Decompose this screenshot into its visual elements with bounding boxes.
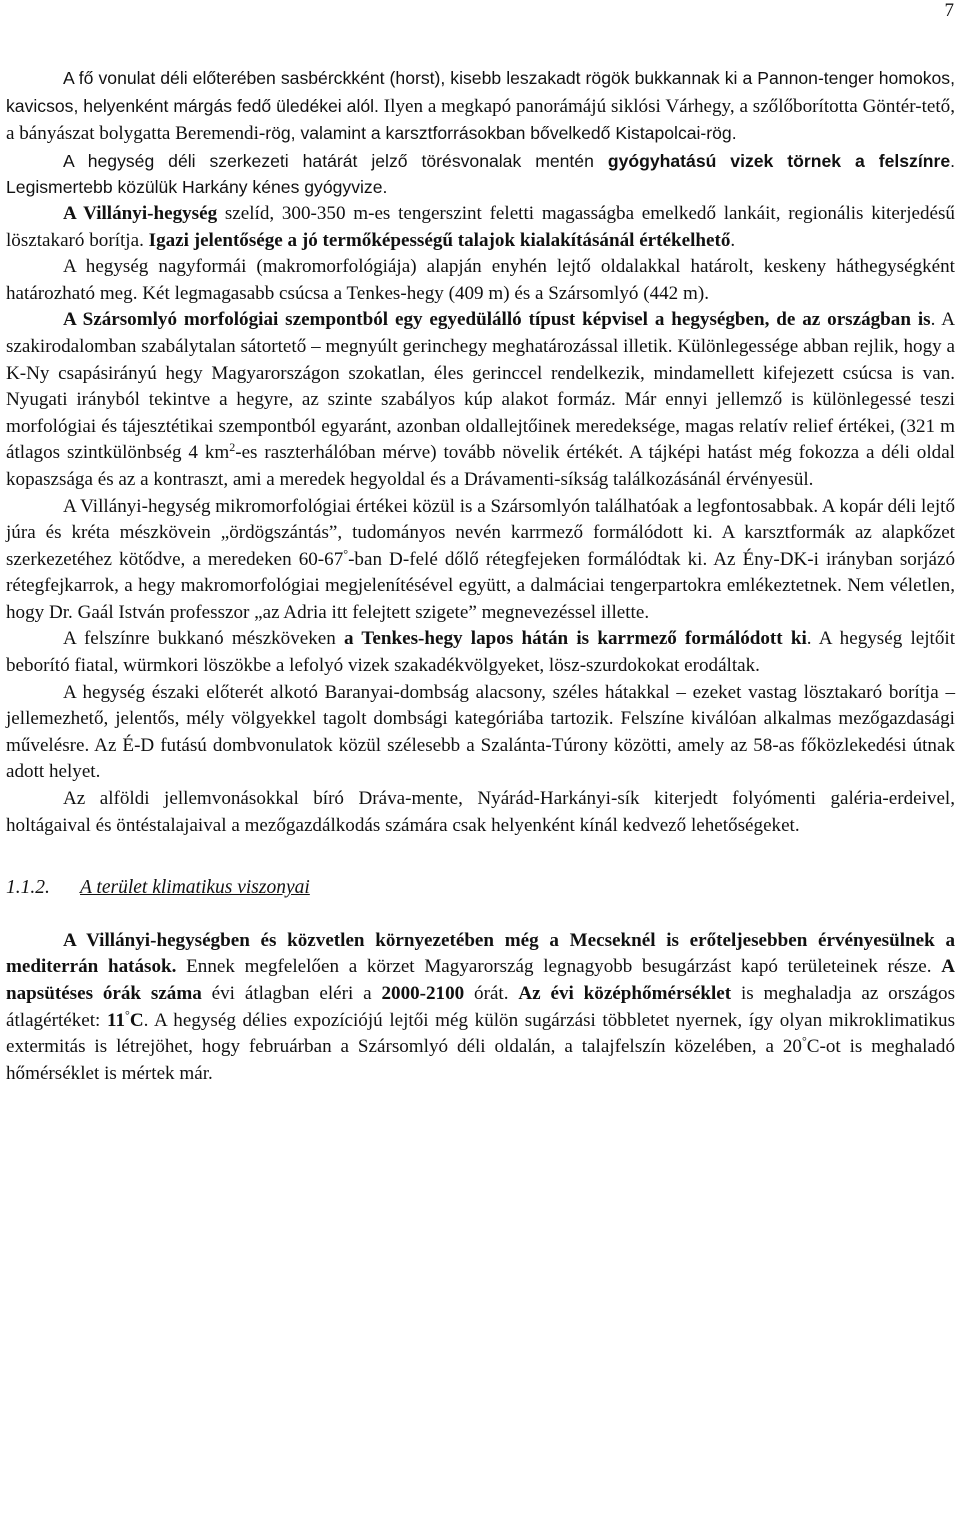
bold-text: Igazi jelentősége a jó termőképességű talajok kialakításánál értékelhető [148,229,731,251]
superscript: ° [343,546,349,561]
paragraph-text: . Legismertebb közülük Harkány kénes gyógyvize. [6,150,955,198]
page-number: 7 [944,0,954,21]
paragraph-horst [6,65,955,148]
paragraph-loess [6,201,955,254]
bold-text: Az évi középhőmérséklet [518,983,732,1004]
paragraph-baranya-hills: A hegység északi előterét alkotó Baranyai-dombság alacsony, széles hátakkal – ezeket vastag lösztakaró borítja – jellemezhető, jelentős, mély völgyekkel tagolt dombsági kategóriába tartozik. Felszíne kiválóan alkalmas mezőgazdasági művelésre. Az É-D futású dombvonulatok közül szélesebb a Szalánta-Túrony közötti, amely az 58-as főközlekedési útnak adott helyet. [6,681,955,783]
paragraph-text: is meghaladja az országos átlagértéket: [6,983,955,1031]
bold-text: C [129,1009,144,1031]
paragraph-szarsomlyo [6,307,955,493]
paragraph-climate [6,928,955,1088]
paragraph-thermal-waters [6,148,955,201]
section-title: A terület klimatikus viszonyai [80,877,310,899]
bold-text: gyógyhatású vizek törnek a felszínre [607,150,951,171]
bold-text: A Villányi-hegységben és közvetlen környezetében még a Mecseknél is erőteljesebben érvényesülnek a mediterrán hatások. [6,929,955,978]
paragraph-text: A hegység déli szerkezeti határát jelző törésvonalak mentén [63,150,608,171]
paragraph-text: órát. [464,983,519,1004]
bold-text: A Szársomlyó morfológiai szempontból egy egyedülálló típust képvisel a hegységben, de az országban is [63,309,931,331]
paragraph-text: A fő vonulat déli előterében sasbérckként (horst), kisebb leszakadt rögök bukkannak ki a Pannon-tenger homokos, kavicsos, helyenként márgás fedő üledékei alól. [6,68,955,116]
bold-text: a Tenkes-hegy lapos hátán is karrmező formálódott ki [344,628,807,650]
paragraph-text: . A hegység délies expozíciójú lejtői még külön sugárzási többletet nyernek, így olyan mikroklimatikus extermitás is létrejöhet, hogy februárban a Szársomlyó déli oldalán, a talajfelszín közelében, a 20 [6,1009,955,1058]
paragraph-text: A felszínre bukkanó mészköveken [63,628,345,650]
paragraph-micromorphology [6,494,955,627]
paragraph-text: . A hegység lejtőit beborító fiatal, würmkori löszökbe a lefolyó vizek szakadékvölgyeket, lösz-szurdokokat erodáltak. [6,628,956,677]
section-number: 1.1.2. [6,877,50,899]
bold-text: 2000-2100 [381,983,465,1004]
document-body [6,65,955,1087]
superscript: ° [125,1007,130,1022]
paragraph-text: -ban D-felé dőlő rétegfejeken formálódtak ki. Az Ény-DK-i irányban sorjázó rétegfejkarrok, a hegy makromorfológiai megjelenítésével együtt, a dalmáciai tengerpartokra emlékeztetnek. Nem véletlen, hogy Dr. Gaál István professzor „az Adria itt felejtett szigete” megnevezéssel illette. [6,548,955,623]
section-heading [6,875,955,902]
superscript: ° [801,1034,807,1049]
bold-text: 11 [106,1009,126,1031]
paragraph-text: . A szakirodalomban szabálytalan sátortető – megnyúlt gerinchegy meghatározással illetik. Különlegessége abban rejlik, hogy a K-Ny csapásirányú hegy Magyarországon szokatlan, éles gerinccel rendelkezik, mindamellett kifejezett csúcsa is van. Nyugati irányból tekintve a hegyre, az szinte szabályos kúp alakot formáz. Már ennyi jellemző is különlegessé teszi morfológiai és tájesztétikai szempontból egyaránt, azonban oldallejtőinek meredeksége, magas relatív relief értékei, (321 m átlagos szintkülönbség 4 km [6,309,955,464]
paragraph-text: szelíd, 300-350 m-es tengerszint feletti magasságba emelkedő lankáit, regionális kiterjedésű lösztakaró borítja. [6,202,955,251]
paragraph-tenkes [6,626,955,679]
paragraph-text: . [730,229,736,251]
paragraph-text: -es raszterhálóban mérve) tovább növelik értékét. A tájképi hatást még fokozza a déli oldal kopaszsága és az a kontraszt, ami a meredek hegyoldal és a Drávamenti-síkság találkozásánál érvényesül. [6,442,955,490]
paragraph-text: Ilyen a megkapó panorámájú siklósi Várhegy, a szőlőborította Göntér-tető, a bányászat bolygatta Beremendi- [6,95,955,145]
paragraph-macromorphology: A hegység nagyformái (makromorfológiája) alapján enyhén lejtő oldalakkal határolt, keskeny háthegységként határozható meg. Két legmagasabb csúcsa a Tenkes-hegy (409 m) és a Szársomlyó (442 m). [6,256,955,304]
bold-text: A napsütéses órák száma [6,956,956,1004]
paragraph-text: rög, valamint a karsztforrásokban bővelkedő Kistapolcai-rög. [265,123,737,144]
superscript: 2 [229,440,236,455]
paragraph-text: C-ot is meghaladó hőmérséklet is mértek már. [6,1036,956,1084]
paragraph-drava: Az alföldi jellemvonásokkal bíró Dráva-mente, Nyárád-Harkányi-sík kiterjedt folyómenti galéria-erdeivel, holtágaival és öntéstalajaival a mezőgazdálkodás számára csak helyenként kínál kedvező lehetőségeket. [6,788,955,836]
paragraph-text: Ennek megfelelően a körzet Magyarország legnagyobb besugárzást kapó területeinek része. [176,956,942,978]
paragraph-text: évi átlagban eléri a [201,983,382,1004]
paragraph-text: A Villányi-hegység mikromorfológiai értékei közül is a Szársomlyón találhatóak a legfontosabbak. A kopár déli lejtő júra és kréta mészkövein „ördögszántás”, tudományos nevén karrmező formálódott ki. A karsztformák az alapkőzet szerkezetéhez kötődve, a meredeken 60-67 [6,495,955,570]
bold-text: A Villányi-hegység [63,202,218,224]
